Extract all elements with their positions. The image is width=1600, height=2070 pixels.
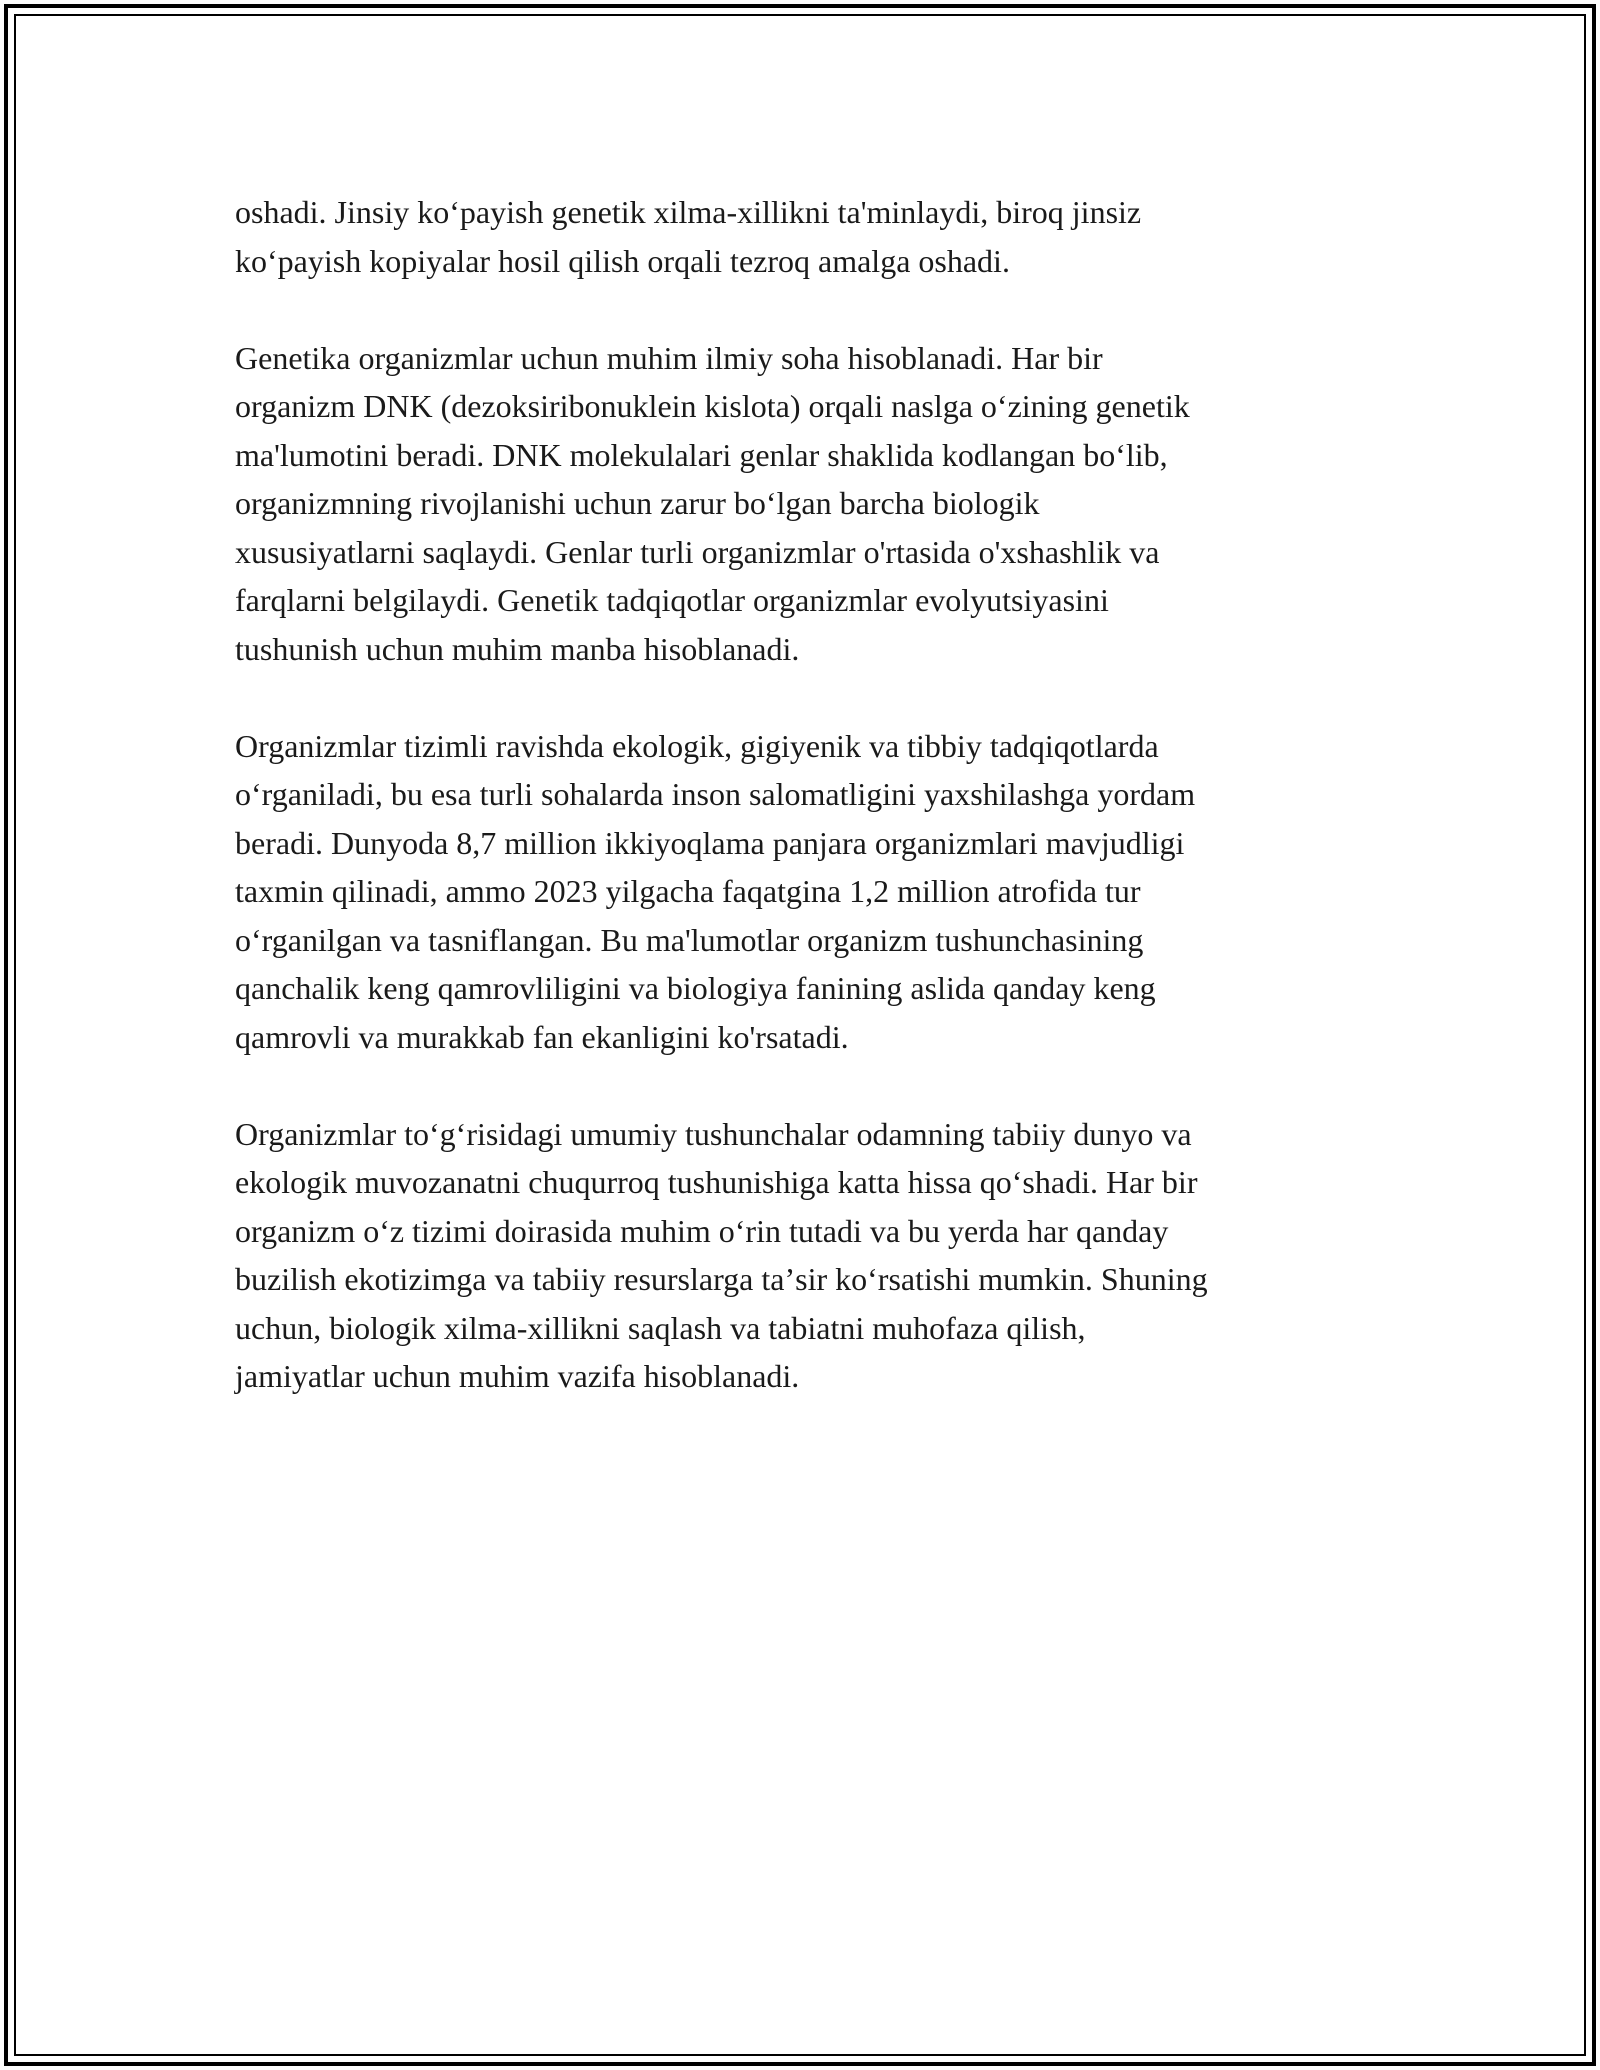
paragraph-1: oshadi. Jinsiy koʻpayish genetik xilma-xillikni ta'minlaydi, biroq jinsiz koʻpayish kopiyalar hosil qilish orqali tezroq amalga oshadi. [235,194,1142,279]
paragraph-4: Organizmlar toʻgʻrisidagi umumiy tushunchalar odamning tabiiy dunyo va ekologik muvozanatni chuqurroq tushunishiga katta hissa qoʻshadi. Har bir organizm oʻz tizimi doirasida muhim oʻrin tutadi va bu yerda har qanday buzilish ekotizimga va tabiiy resurslarga taʼsir koʻrsatishi mumkin. Shuning uchun, biologik xilma-xillikni saqlash va tabiatni muhofaza qilish, jamiyatlar uchun muhim vazifa hisoblanadi. [235,1115,1208,1394]
paragraph-2: Genetika organizmlar uchun muhim ilmiy soha hisoblanadi. Har bir organizm DNK (dezoksiribonuklein kislota) orqali naslga oʻzining genetik ma'lumotini beradi. DNK molekulalari genlar shaklida kodlangan boʻlib, organizmning rivojlanishi uchun zarur boʻlgan barcha biologik xususiyatlarni saqlaydi. Genlar turli organizmlar o'rtasida o'xshashlik va farqlarni belgilaydi. Genetik tadqiqotlar organizmlar evolyutsiyasini tushunish uchun muhim manba hisoblanadi. [235,339,1190,667]
document-body [235,188,1365,1449]
paragraph-3: Organizmlar tizimli ravishda ekologik, gigiyenik va tibbiy tadqiqotlarda oʻrganiladi, bu esa turli sohalarda inson salomatligini yaxshilashga yordam beradi. Dunyoda 8,7 million ikkiyoqlama panjara organizmlari mavjudligi taxmin qilinadi, ammo 2023 yilgacha faqatgina 1,2 million atrofida tur oʻrganilgan va tasniflangan. Bu ma'lumotlar organizm tushunchasining qanchalik keng qamrovliligini va biologiya fanining aslida qanday keng qamrovli va murakkab fan ekanligini ko'rsatadi. [235,727,1196,1055]
